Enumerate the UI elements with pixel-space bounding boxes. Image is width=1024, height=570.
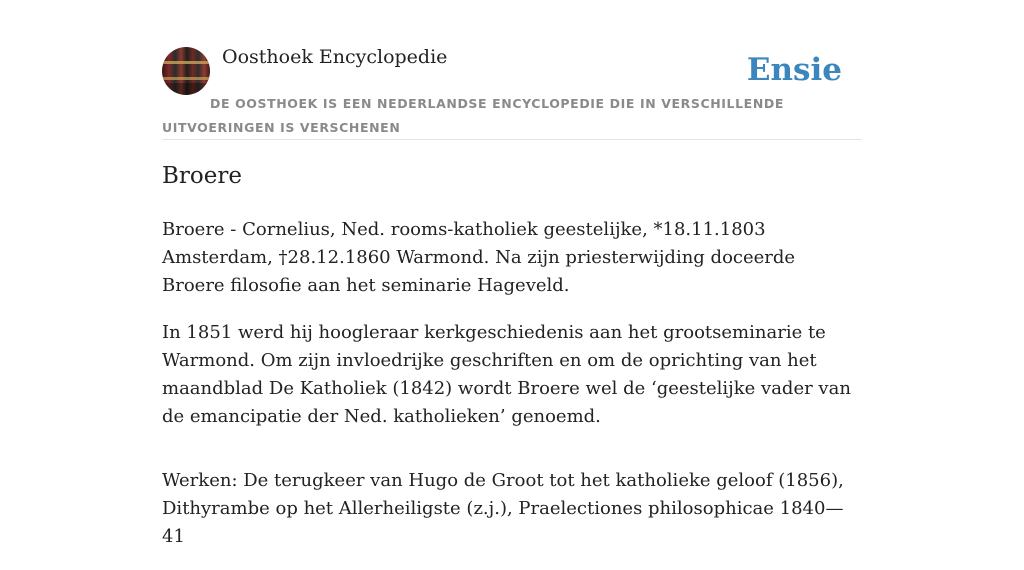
article-paragraph: Werken: De terugkeer van Hugo de Groot tot het katholieke geloof (1856), Dithyrambe op het Allerheiligste (z.j.), Praelectiones philosophicae 1840—41	[162, 470, 844, 547]
site-tagline: DE OOSTHOEK IS EEN NEDERLANDSE ENCYCLOPEDIE DIE IN VERSCHILLENDE UITVOERINGEN IS VERSCHENEN	[162, 96, 784, 135]
article-paragraph: Broere - Cornelius, Ned. rooms-katholiek geestelijke, *18.11.1803 Amsterdam, †28.12.1860 Warmond. Na zijn priesterwijding doceerde Broere filosofie aan het seminarie Hageveld.	[162, 219, 796, 296]
site-header	[162, 40, 862, 140]
site-avatar[interactable]	[162, 47, 210, 95]
article-paragraph: In 1851 werd hij hoogleraar kerkgeschiedenis aan het grootseminarie te Warmond. Om zijn invloedrijke geschriften en om de oprichting van het maandblad De Katholiek (1842) wordt Broere wel de ‘geestelijke vader van de emancipatie der Ned. katholieken’ genoemd.	[162, 322, 851, 427]
article-body	[162, 216, 862, 570]
header-divider	[162, 139, 862, 140]
page-title: Broere	[162, 163, 242, 189]
site-name[interactable]: Oosthoek Encyclopedie	[222, 46, 448, 68]
brand-logo[interactable]: Ensie	[746, 52, 842, 88]
